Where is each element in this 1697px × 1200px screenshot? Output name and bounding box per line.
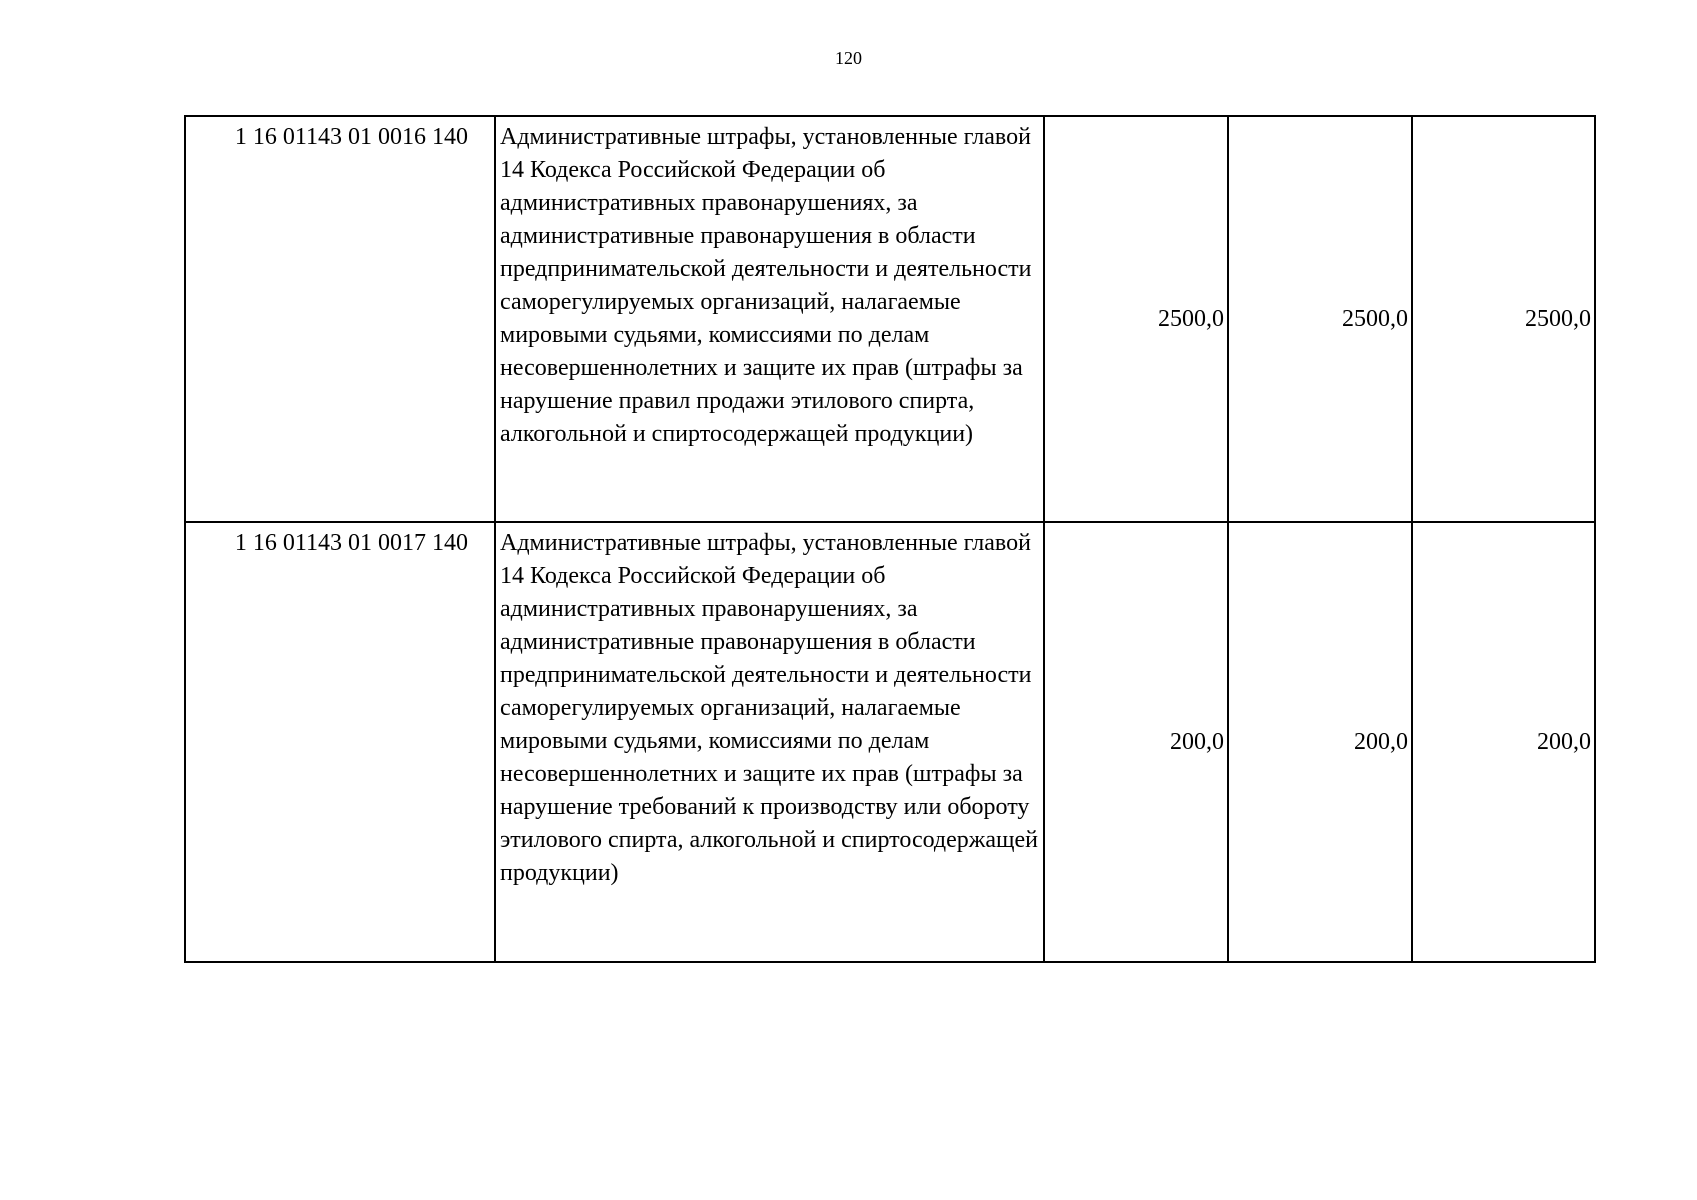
- amount-cell-year-3: 200,0: [1412, 522, 1595, 962]
- budget-code-cell: 1 16 01143 01 0016 140: [185, 116, 495, 522]
- description-cell: Административные штрафы, установленные главой 14 Кодекса Российской Федерации об административных правонарушениях, за административные правонарушения в области предпринимательской деятельности и деятельности саморегулируемых организаций, налагаемые мировыми судьями, комиссиями по делам несовершеннолетних и защите их прав (штрафы за нарушение правил продажи этилового спирта, алкогольной и спиртосодержащей продукции): [495, 116, 1044, 522]
- amount-cell-year-1: 200,0: [1044, 522, 1228, 962]
- budget-code-cell: 1 16 01143 01 0017 140: [185, 522, 495, 962]
- amount-cell-year-3: 2500,0: [1412, 116, 1595, 522]
- table-row: [185, 522, 1595, 962]
- amount-cell-year-2: 200,0: [1228, 522, 1412, 962]
- revenue-table: [184, 115, 1596, 963]
- table-row: [185, 116, 1595, 522]
- description-cell: Административные штрафы, установленные главой 14 Кодекса Российской Федерации об административных правонарушениях, за административные правонарушения в области предпринимательской деятельности и деятельности саморегулируемых организаций, налагаемые мировыми судьями, комиссиями по делам несовершеннолетних и защите их прав (штрафы за нарушение требований к производству или обороту этилового спирта, алкогольной и спиртосодержащей продукции): [495, 522, 1044, 962]
- amount-cell-year-2: 2500,0: [1228, 116, 1412, 522]
- page-number: 120: [835, 48, 862, 68]
- amount-cell-year-1: 2500,0: [1044, 116, 1228, 522]
